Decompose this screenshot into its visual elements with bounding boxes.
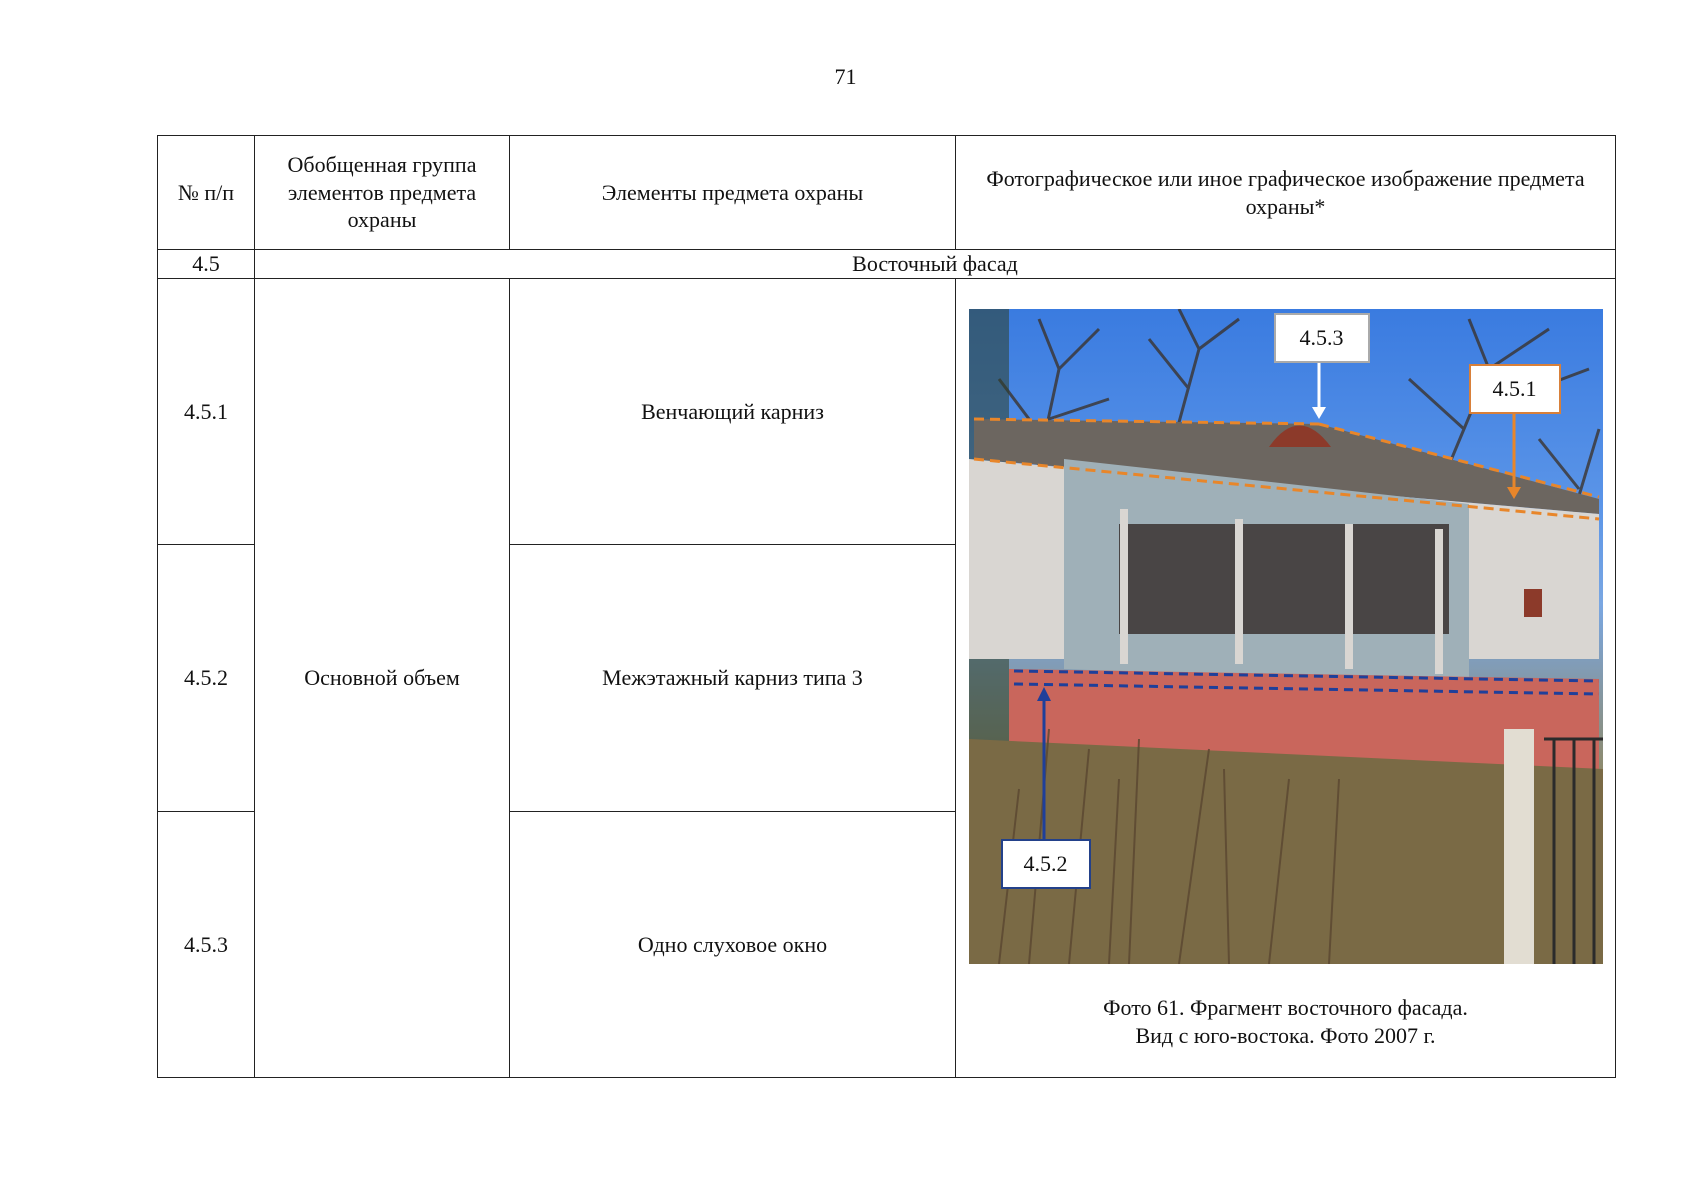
row-num: 4.5.1 <box>158 279 255 545</box>
header-num: № п/п <box>158 136 255 250</box>
header-photo: Фотографическое или иное графическое изображение предмета охраны* <box>956 136 1616 250</box>
table-header-row <box>158 136 1616 250</box>
callout-4-5-3: 4.5.3 <box>1274 313 1370 363</box>
protection-table <box>157 135 1616 1078</box>
concrete-post <box>1504 729 1534 964</box>
caption-line-2: Вид с юго-востока. Фото 2007 г. <box>1135 1023 1436 1049</box>
group-name: Основной объем <box>255 279 510 1078</box>
header-group: Обобщенная группа элементов предмета охраны <box>255 136 510 250</box>
photo-caption <box>956 994 1615 1050</box>
caption-line-1: Фото 61. Фрагмент восточного фасада. <box>1103 995 1468 1021</box>
row-element: Венчающий карниз <box>510 279 956 545</box>
facade-photo <box>969 309 1603 964</box>
row-element: Межэтажный карниз типа 3 <box>510 545 956 811</box>
row-num: 4.5.3 <box>158 811 255 1077</box>
row-num: 4.5.2 <box>158 545 255 811</box>
callout-4-5-1: 4.5.1 <box>1469 364 1561 414</box>
photo-cell <box>956 279 1616 1078</box>
section-num: 4.5 <box>158 250 255 279</box>
row-element: Одно слуховое окно <box>510 811 956 1077</box>
callout-4-5-2: 4.5.2 <box>1001 839 1091 889</box>
section-title: Восточный фасад <box>255 250 1616 279</box>
table-row <box>158 279 1616 545</box>
header-elements: Элементы предмета охраны <box>510 136 956 250</box>
page-number: 71 <box>834 64 857 89</box>
section-row <box>158 250 1616 279</box>
